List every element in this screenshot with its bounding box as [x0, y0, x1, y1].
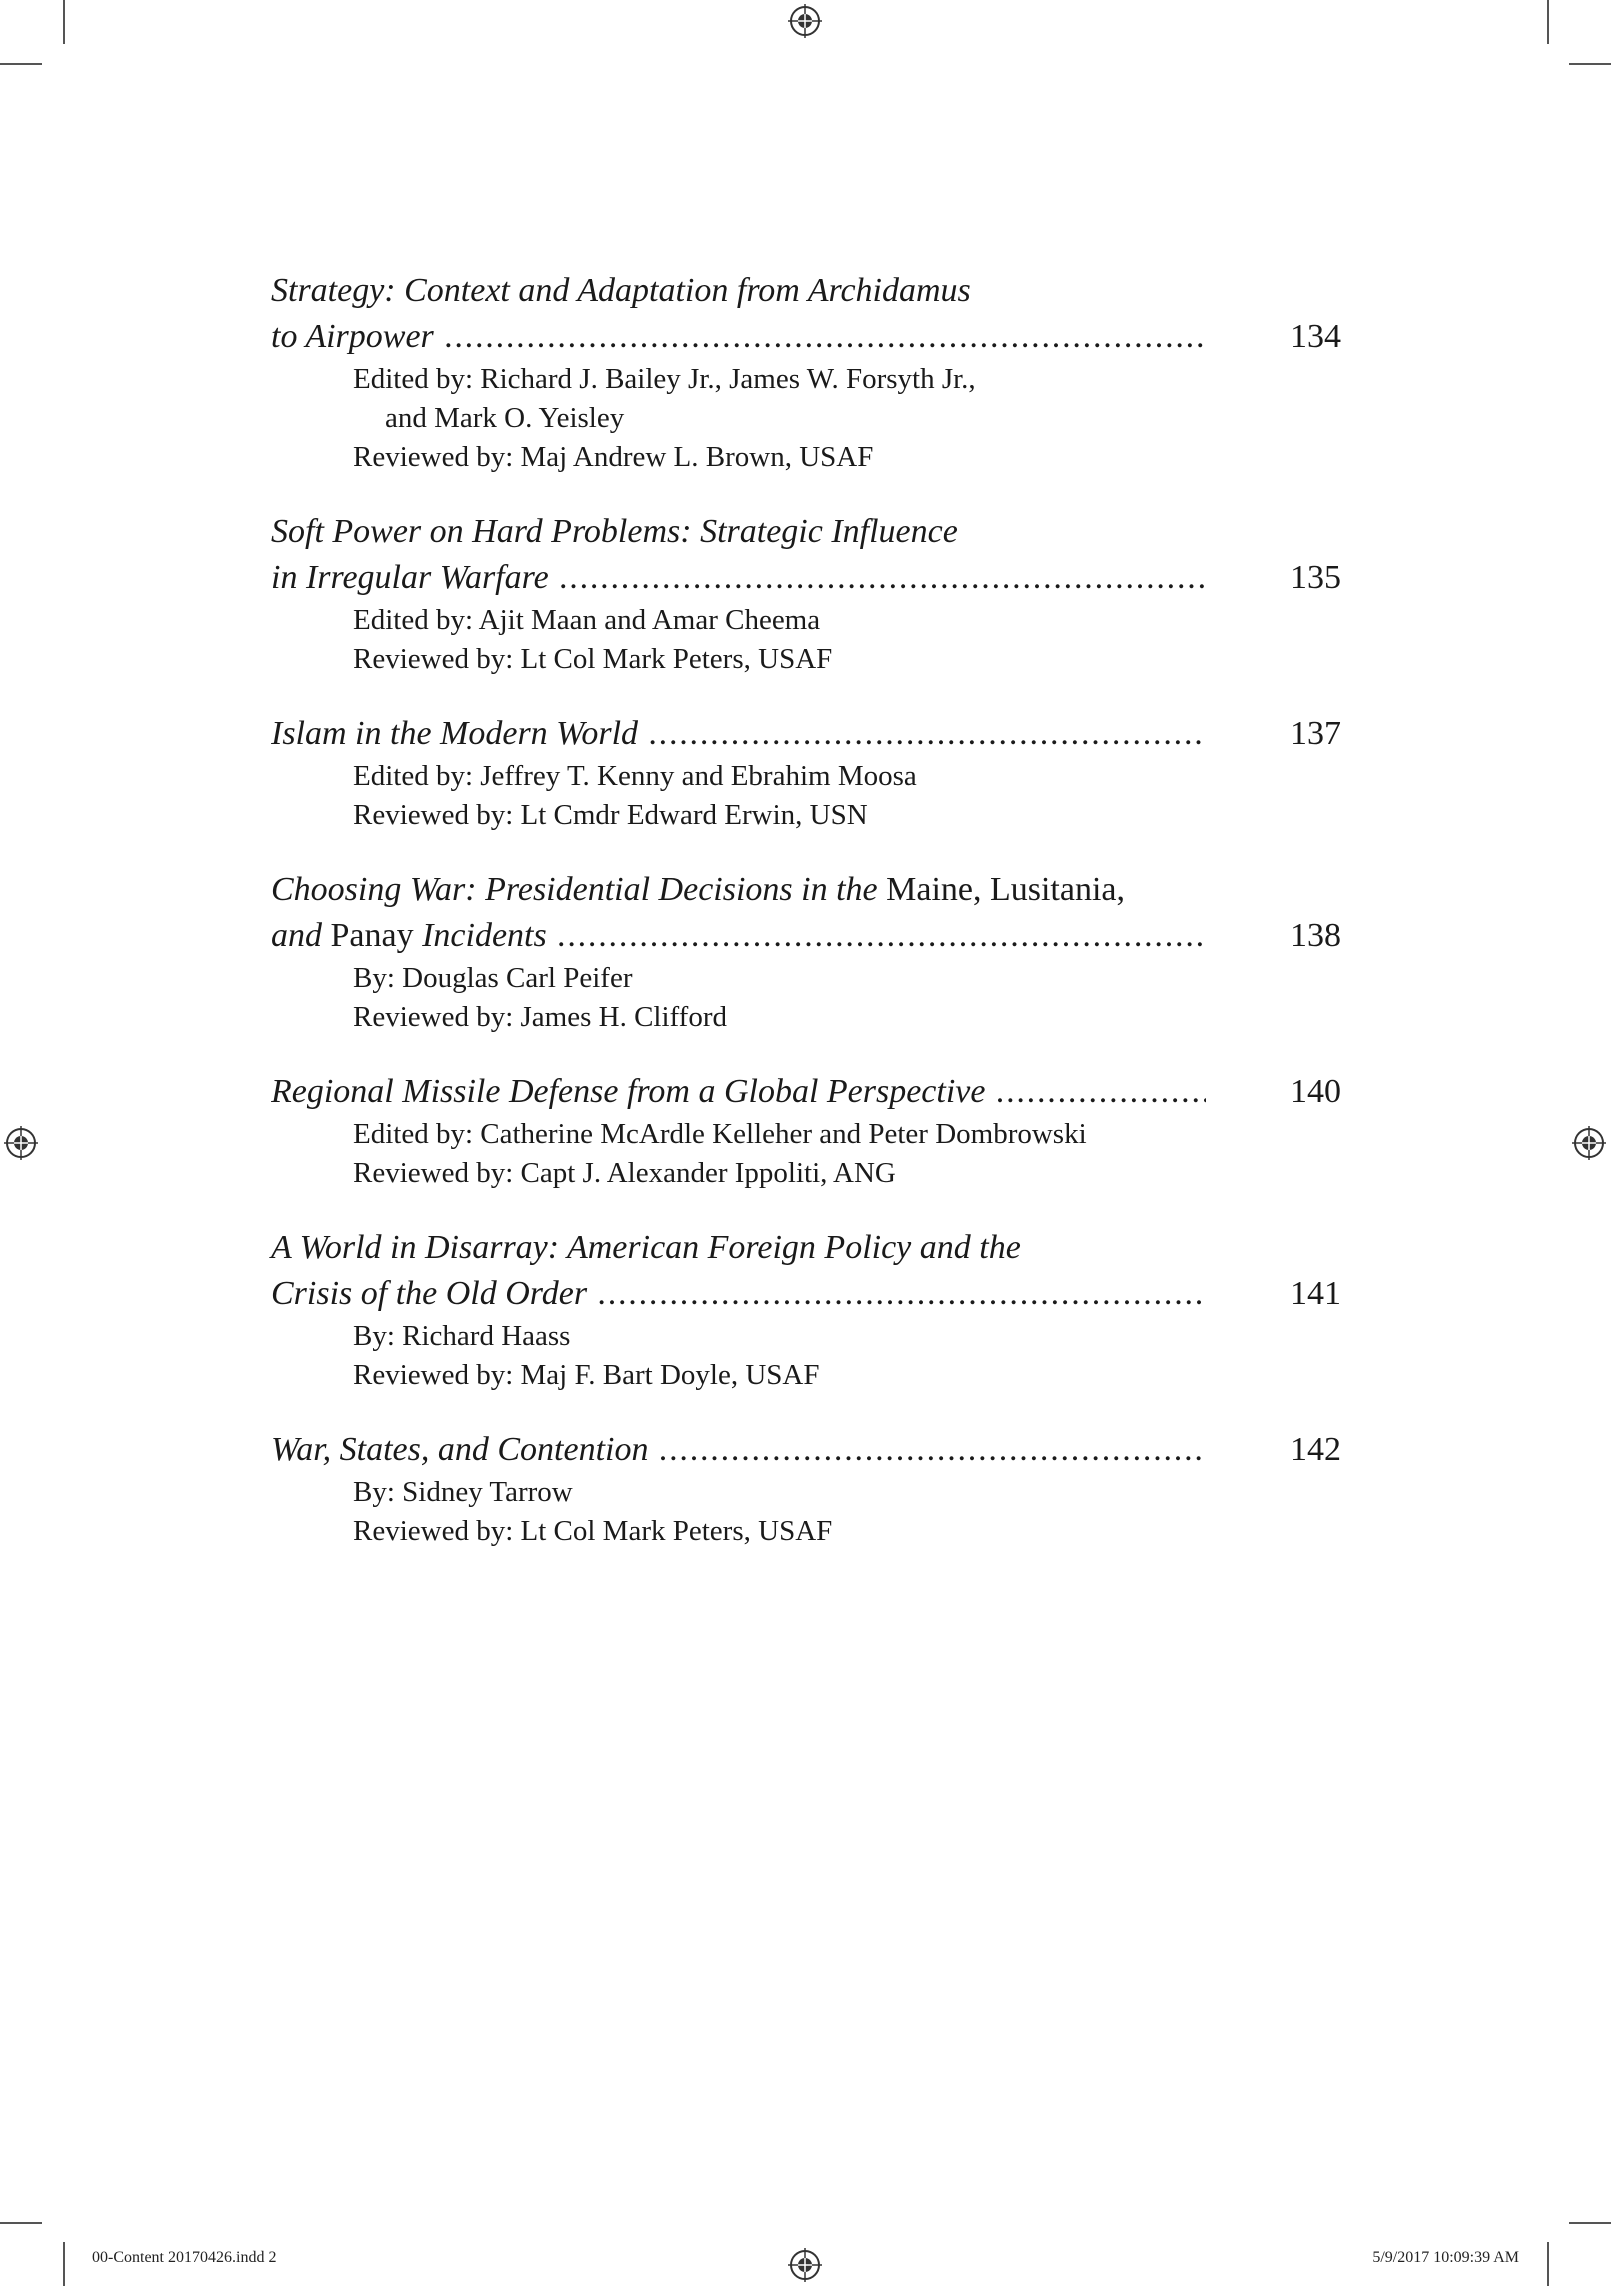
- entry-title: in Irregular Warfare .....: [271, 559, 1206, 596]
- table-of-contents: [271, 268, 1341, 1583]
- entry-editors: Edited by: Catherine McArdle Kelleher and Peter Dombrowski: [353, 1118, 1087, 1150]
- entry-editors: Edited by: Jeffrey T. Kenny and Ebrahim Moosa: [353, 760, 917, 792]
- entry-title: to Airpower .....: [271, 318, 1206, 355]
- entry-reviewer: Reviewed by: Lt Cmdr Edward Erwin, USN: [353, 799, 868, 831]
- toc-entry: [271, 1069, 1341, 1193]
- entry-title: Islam in the Modern World .....: [271, 715, 1206, 752]
- entry-reviewer: Reviewed by: Maj F. Bart Doyle, USAF: [353, 1359, 820, 1391]
- entry-title-line[interactable]: [271, 711, 1206, 757]
- crop-mark-top-right-horizontal: [1569, 63, 1611, 65]
- entry-title: Crisis of the Old Order .....: [271, 1275, 1206, 1312]
- entry-editors-continued: and Mark O. Yeisley: [385, 402, 625, 434]
- page-number[interactable]: 140: [1290, 1073, 1341, 1110]
- registration-mark-icon: [788, 4, 822, 38]
- crop-mark-top-right: [1547, 0, 1549, 44]
- entry-title-line[interactable]: [271, 1271, 1206, 1317]
- page-number[interactable]: 141: [1290, 1275, 1341, 1312]
- entry-editors: Edited by: Ajit Maan and Amar Cheema: [353, 604, 821, 636]
- entry-reviewer: Reviewed by: Capt J. Alexander Ippoliti, ANG: [353, 1157, 896, 1189]
- entry-title-line: Strategy: Context and Adaptation from Archidamus: [271, 272, 971, 309]
- crop-mark-bottom-right-horizontal: [1569, 2222, 1611, 2224]
- toc-entry: [271, 509, 1341, 679]
- registration-mark-icon: [788, 2248, 822, 2282]
- registration-mark-icon: [1572, 1126, 1606, 1160]
- slug-datetime: 5/9/2017 10:09:39 AM: [1372, 2249, 1519, 2266]
- entry-title-line[interactable]: [271, 1427, 1206, 1473]
- entry-reviewer: Reviewed by: Lt Col Mark Peters, USAF: [353, 1515, 833, 1547]
- crop-mark-bottom-left: [63, 2242, 65, 2286]
- entry-title-line: Soft Power on Hard Problems: Strategic Influence: [271, 513, 958, 550]
- crop-mark-bottom-right: [1547, 2242, 1549, 2286]
- entry-title-line: A World in Disarray: American Foreign Policy and the: [271, 1229, 1021, 1266]
- entry-title-line[interactable]: [271, 913, 1206, 959]
- entry-title: and Panay Incidents .....: [271, 917, 1206, 954]
- entry-title-line[interactable]: [271, 1069, 1206, 1115]
- entry-reviewer: Reviewed by: James H. Clifford: [353, 1001, 727, 1033]
- entry-author: By: Richard Haass: [353, 1320, 571, 1352]
- toc-entry: [271, 1427, 1341, 1551]
- entry-author: By: Douglas Carl Peifer: [353, 962, 633, 994]
- entry-author: By: Sidney Tarrow: [353, 1476, 573, 1508]
- entry-reviewer: Reviewed by: Lt Col Mark Peters, USAF: [353, 643, 833, 675]
- entry-editors: Edited by: Richard J. Bailey Jr., James W. Forsyth Jr.,: [353, 363, 976, 395]
- crop-mark-top-left: [63, 0, 65, 44]
- crop-mark-top-left-horizontal: [0, 63, 42, 65]
- page-number[interactable]: 137: [1290, 715, 1341, 752]
- registration-mark-icon: [4, 1126, 38, 1160]
- page-number[interactable]: 142: [1290, 1431, 1341, 1468]
- slug-file-name: 00-Content 20170426.indd 2: [92, 2249, 277, 2266]
- entry-title: Regional Missile Defense from a Global Perspective .....: [271, 1073, 1206, 1110]
- page-number[interactable]: 134: [1290, 318, 1341, 355]
- entry-reviewer: Reviewed by: Maj Andrew L. Brown, USAF: [353, 441, 874, 473]
- page-number[interactable]: 138: [1290, 917, 1341, 954]
- entry-title-line[interactable]: [271, 314, 1206, 360]
- crop-mark-bottom-left-horizontal: [0, 2222, 42, 2224]
- toc-entry: [271, 268, 1341, 477]
- toc-entry: [271, 867, 1341, 1037]
- toc-entry: [271, 711, 1341, 835]
- entry-title-line: Choosing War: Presidential Decisions in the Maine, Lusitania,: [271, 871, 1126, 908]
- page-number[interactable]: 135: [1290, 559, 1341, 596]
- entry-title-line[interactable]: [271, 555, 1206, 601]
- entry-title: War, States, and Contention .....: [271, 1431, 1206, 1468]
- toc-entry: [271, 1225, 1341, 1395]
